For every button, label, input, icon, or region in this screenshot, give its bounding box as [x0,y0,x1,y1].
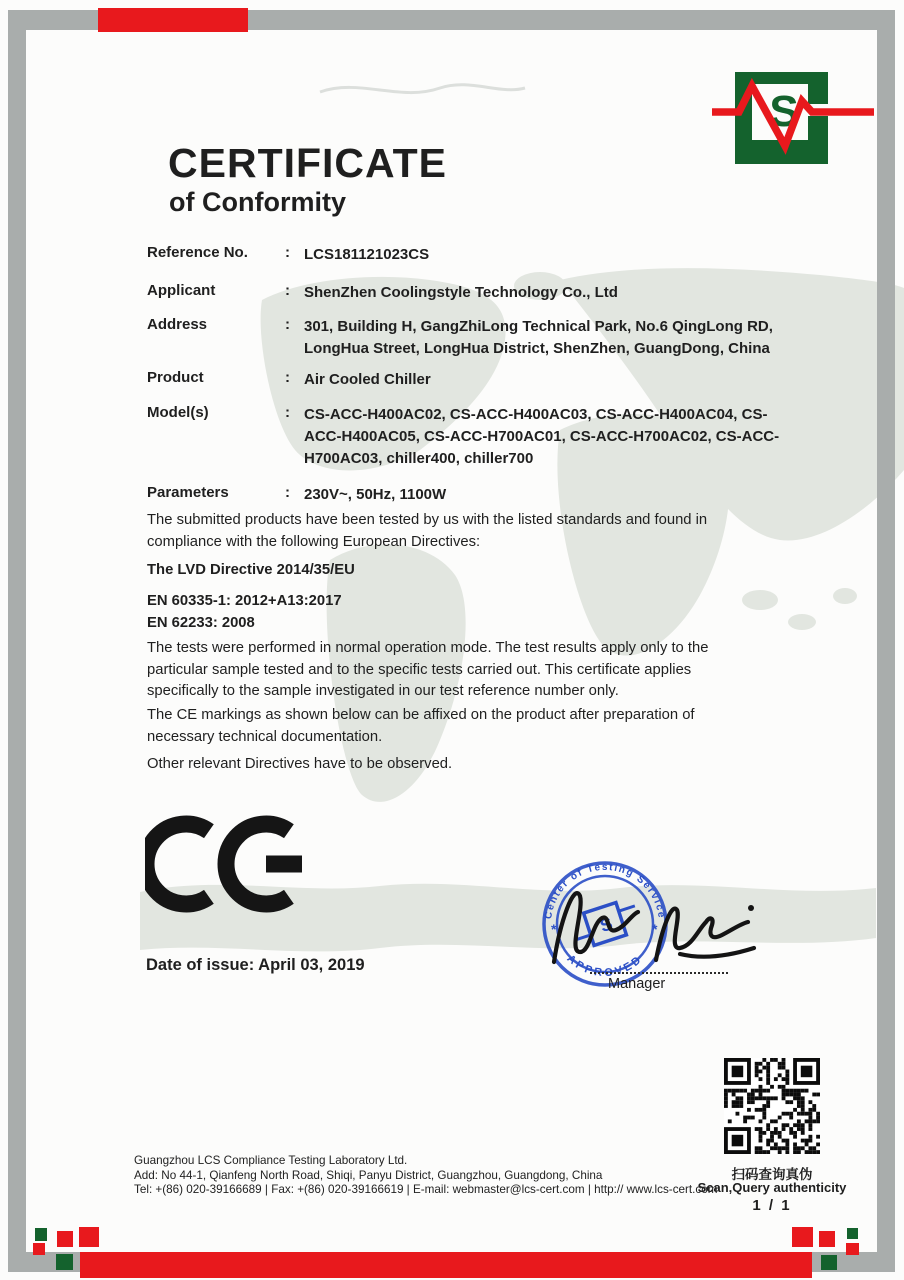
field-value: CS-ACC-H400AC02, CS-ACC-H400AC03, CS-ACC-H400AC04, CS-ACC-H400AC05, CS-ACC-H700AC01, CS-ACC-H700AC02, CS-ACC-H700AC03, chiller400, chiller700 [304,406,780,467]
stamp-right-asterisk: * [652,921,658,937]
page-title: CERTIFICATE [168,140,448,186]
field-value: LCS181121023CS [304,246,430,263]
field-value: 301, Building H, GangZhiLong Technical Park, No.6 QingLong RD, LongHua Street, LongHua District, ShenZhen, GuangDong, China [304,318,773,357]
ornament-square [792,1227,813,1247]
signer-role: Manager [608,976,666,992]
page-subtitle: of Conformity [169,187,346,217]
standard-item: EN 60335-1: 2012+A13:2017 [147,593,342,609]
footer-contacts: Tel: +(86) 020-39166689 | Fax: +(86) 020-39166619 | E-mail: webmaster@lcs-cert.com | http:// www.lcs-cert.com [134,1183,718,1197]
field-label: Address [147,316,208,333]
field-label: Applicant [147,282,216,299]
directive-lvd: The LVD Directive 2014/35/EU [147,562,355,578]
stamp-top-text: Center of Testing Service [543,861,667,920]
stamp-logo-letter: S [597,913,616,937]
field-colon: : [285,404,290,421]
footer-address: Add: No 44-1, Qianfeng North Road, Shiqi, Panyu District, Guangzhou, Guangdong, China [134,1168,603,1182]
ornament-square [33,1243,45,1255]
border-accent-bottom-red [80,1252,812,1278]
stamp-left-asterisk: * [551,921,557,937]
qr-caption-zh: 扫码查询真伪 [731,1167,813,1182]
standard-item: EN 62233: 2008 [147,614,255,631]
ornament-square [847,1228,858,1239]
field-label: Parameters [147,484,229,501]
ce-mark-icon [145,806,307,920]
ornament-square [79,1227,99,1247]
paragraph-ce-markings: The CE markings as shown below can be affixed on the product after preparation of necessary technical documentation. [147,707,695,745]
page-number: 1 / 1 [752,1197,792,1214]
field-label: Product [147,369,204,386]
stamp-bottom-text: APPROVED [564,952,646,980]
lcs-logo-icon [712,58,882,168]
field-colon: : [285,282,290,299]
paragraph-intro: The submitted products have been tested by us with the listed standards and found in compliance with the following European Directives: [147,512,708,550]
border-left [8,10,26,1272]
border-right [877,10,895,1272]
field-label: Reference No. [147,244,248,261]
field-value: 230V~, 50Hz, 1100W [304,486,447,503]
qr-caption-en: Scan,Query authenticity [697,1180,847,1195]
footer-company: Guangzhou LCS Compliance Testing Laboratory Ltd. [134,1154,408,1167]
field-label: Model(s) [147,404,209,421]
paragraph-tests: The tests were performed in normal operation mode. The test results apply only to the particular sample tested and to the specific tests carried out. This certificate applies specifically to the sample investigated in our test reference number only. [147,640,709,699]
paragraph-other-directives: Other relevant Directives have to be observed. [147,756,453,772]
field-colon: : [285,244,290,261]
field-value: ShenZhen Coolingstyle Technology Co., Ltd [304,284,618,301]
signature-line [590,960,728,974]
field-colon: : [285,369,290,386]
field-colon: : [285,316,290,333]
logo-letter: S [769,87,799,136]
ornament-square [56,1254,73,1270]
field-colon: : [285,484,290,501]
ornament-square [35,1228,47,1241]
date-of-issue: Date of issue: April 03, 2019 [146,956,365,974]
ornament-square [846,1243,859,1255]
ornament-square [821,1255,837,1270]
ornament-square [819,1231,835,1247]
field-value: Air Cooled Chiller [304,371,431,388]
qr-code-icon [724,1058,820,1154]
footer [134,1154,718,1198]
border-accent-top-red [98,8,248,32]
ornament-square [57,1231,73,1247]
standards-list [147,591,741,634]
